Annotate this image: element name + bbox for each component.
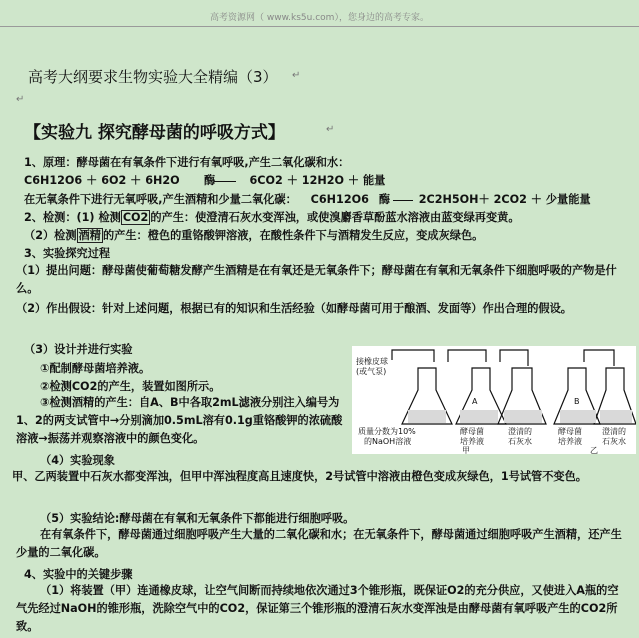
flask-a-label: A <box>472 397 478 406</box>
enzyme-arrow-2 <box>379 193 415 207</box>
phenomenon: 甲、乙两装置中石灰水都变浑浊，但甲中浑浊程度高且速度快，2号试管中溶液由橙色变成灰绿色，1号试管不变色。 <box>12 470 587 483</box>
naoh-label-1: 质量分数为10% <box>358 427 416 436</box>
lime-label-2b: 石灰水 <box>602 437 626 446</box>
section-title: 【实验九 探究酵母菌的呼吸方式】 <box>24 123 285 143</box>
step-3: ③检测酒精的产生：自A、B中各取2mL滤液分别注入编号为1、2的两支试管中→分别滴加0.5mL溶有0.1g重铬酸钾的浓硫酸溶液→振荡并观察溶液中的颜色变化。 <box>16 396 343 445</box>
yeast-label-2b: 培养液 <box>558 437 582 446</box>
equation2-right: 2C2H5OH＋ 2CO2 ＋ 少量能量 <box>418 193 591 206</box>
question-2: （2）作出假设：针对上述问题，根据已有的知识和生活经验（如酵母菌可用于酿酒、发面等）作出合理的假设。 <box>16 302 572 315</box>
step-2: ②检测CO2的产生，装置如图所示。 <box>40 380 221 393</box>
detect-line1 <box>24 211 520 225</box>
enzyme-arrow <box>184 174 236 188</box>
document-title: 高考大纲要求生物实验大全精编（3） <box>28 68 278 86</box>
detect2-suffix: 的产生：橙色的重铬酸钾溶液，在酸性条件下与酒精发生反应，变成灰绿色。 <box>102 229 484 242</box>
flask-b-label: B <box>574 397 580 406</box>
anaerobic-prefix: 在无氧条件下进行无氧呼吸,产生酒精和少量二氧化碳： <box>24 193 297 206</box>
yeast-label-1: 酵母菌 <box>460 427 484 436</box>
lime-label-1: 澄清的 <box>508 427 532 436</box>
detect-line2 <box>24 229 483 243</box>
question-4: （4）实验现象 <box>40 454 115 467</box>
key-step-1: （1）将装置（甲）连通橡皮球，让空气间断而持续地依次通过3个锥形瓶，既保证O2的充分供应，又使进入A瓶的空气先经过NaOH的锥形瓶，洗除空气中的CO2，保证第三个锥形瓶的澄清石灰水变浑浊是由酵母菌有氧呼吸产生的CO2所致。 <box>16 584 619 633</box>
enzyme-label: 酶 <box>204 174 216 187</box>
paragraph-mark-icon: ↵ <box>292 70 301 81</box>
yeast-label-1b: 培养液 <box>460 437 484 446</box>
alcohol-box: 酒精 <box>78 229 101 242</box>
lime-label-2: 澄清的 <box>602 427 626 436</box>
detect2-prefix: （2）检测 <box>24 229 77 242</box>
conclusion: 在有氧条件下，酵母菌通过细胞呼吸产生大量的二氧化碳和水；在无氧条件下，酵母菌通过细胞呼吸产生酒精，还产生少量的二氧化碳。 <box>16 528 622 559</box>
process-title: 3、实验探究过程 <box>24 247 111 260</box>
co2-box: CO2 <box>122 211 149 224</box>
equation-aerobic <box>24 174 385 188</box>
step-1: ①配制酵母菌培养液。 <box>40 362 151 375</box>
experiment-apparatus-figure <box>352 346 636 454</box>
equation-anaerobic <box>24 193 591 207</box>
key-steps-title: 4、实验中的关键步骤 <box>24 568 133 581</box>
pump-label: 接橡皮球 <box>356 357 388 366</box>
equation-left: C6H12O6 ＋ 6O2 ＋ 6H2O <box>24 174 180 187</box>
naoh-label-2: 的NaOH溶液 <box>364 437 412 446</box>
principle-line1: 1、原理：酵母菌在有氧条件下进行有氧呼吸,产生二氧化碳和水： <box>24 156 350 169</box>
equation2-left: C6H12O6 <box>310 193 369 206</box>
apparatus-drawing <box>352 346 636 454</box>
question-1: （1）提出问题：酵母菌使葡萄糖发酵产生酒精是在有氧还是无氧条件下；酵母菌在有氧和无氧条件下细胞呼吸的产物是什么。 <box>16 264 617 295</box>
page-header: 高考资源网（ www.ks5u.com），您身边的高考专家。 <box>210 13 429 23</box>
detect-suffix: 的产生：使澄清石灰水变浑浊，或使溴麝香草酚蓝水溶液由蓝变绿再变黄。 <box>150 211 520 224</box>
lime-label-1b: 石灰水 <box>508 437 532 446</box>
question-5: （5）实验结论:酵母菌在有氧和无氧条件下都能进行细胞呼吸。 <box>40 512 355 525</box>
yeast-label-2: 酵母菌 <box>558 427 582 436</box>
pump-label-2: (或气泵) <box>356 367 387 376</box>
apparatus-yi-label: 乙 <box>590 446 598 454</box>
enzyme-label: 酶 <box>378 193 391 206</box>
paragraph-mark-icon: ↵ <box>16 94 25 105</box>
equation-right: 6CO2 ＋ 12H2O ＋ 能量 <box>249 174 386 187</box>
arrow-line <box>393 200 413 201</box>
apparatus-jia-label: 甲 <box>462 446 470 454</box>
header-divider <box>0 26 639 27</box>
question-3: （3）设计并进行实验 <box>24 343 133 356</box>
paragraph-mark-icon: ↵ <box>326 124 335 135</box>
arrow-line <box>214 181 236 182</box>
detect-prefix: 2、检测：(1) 检测 <box>24 211 121 224</box>
